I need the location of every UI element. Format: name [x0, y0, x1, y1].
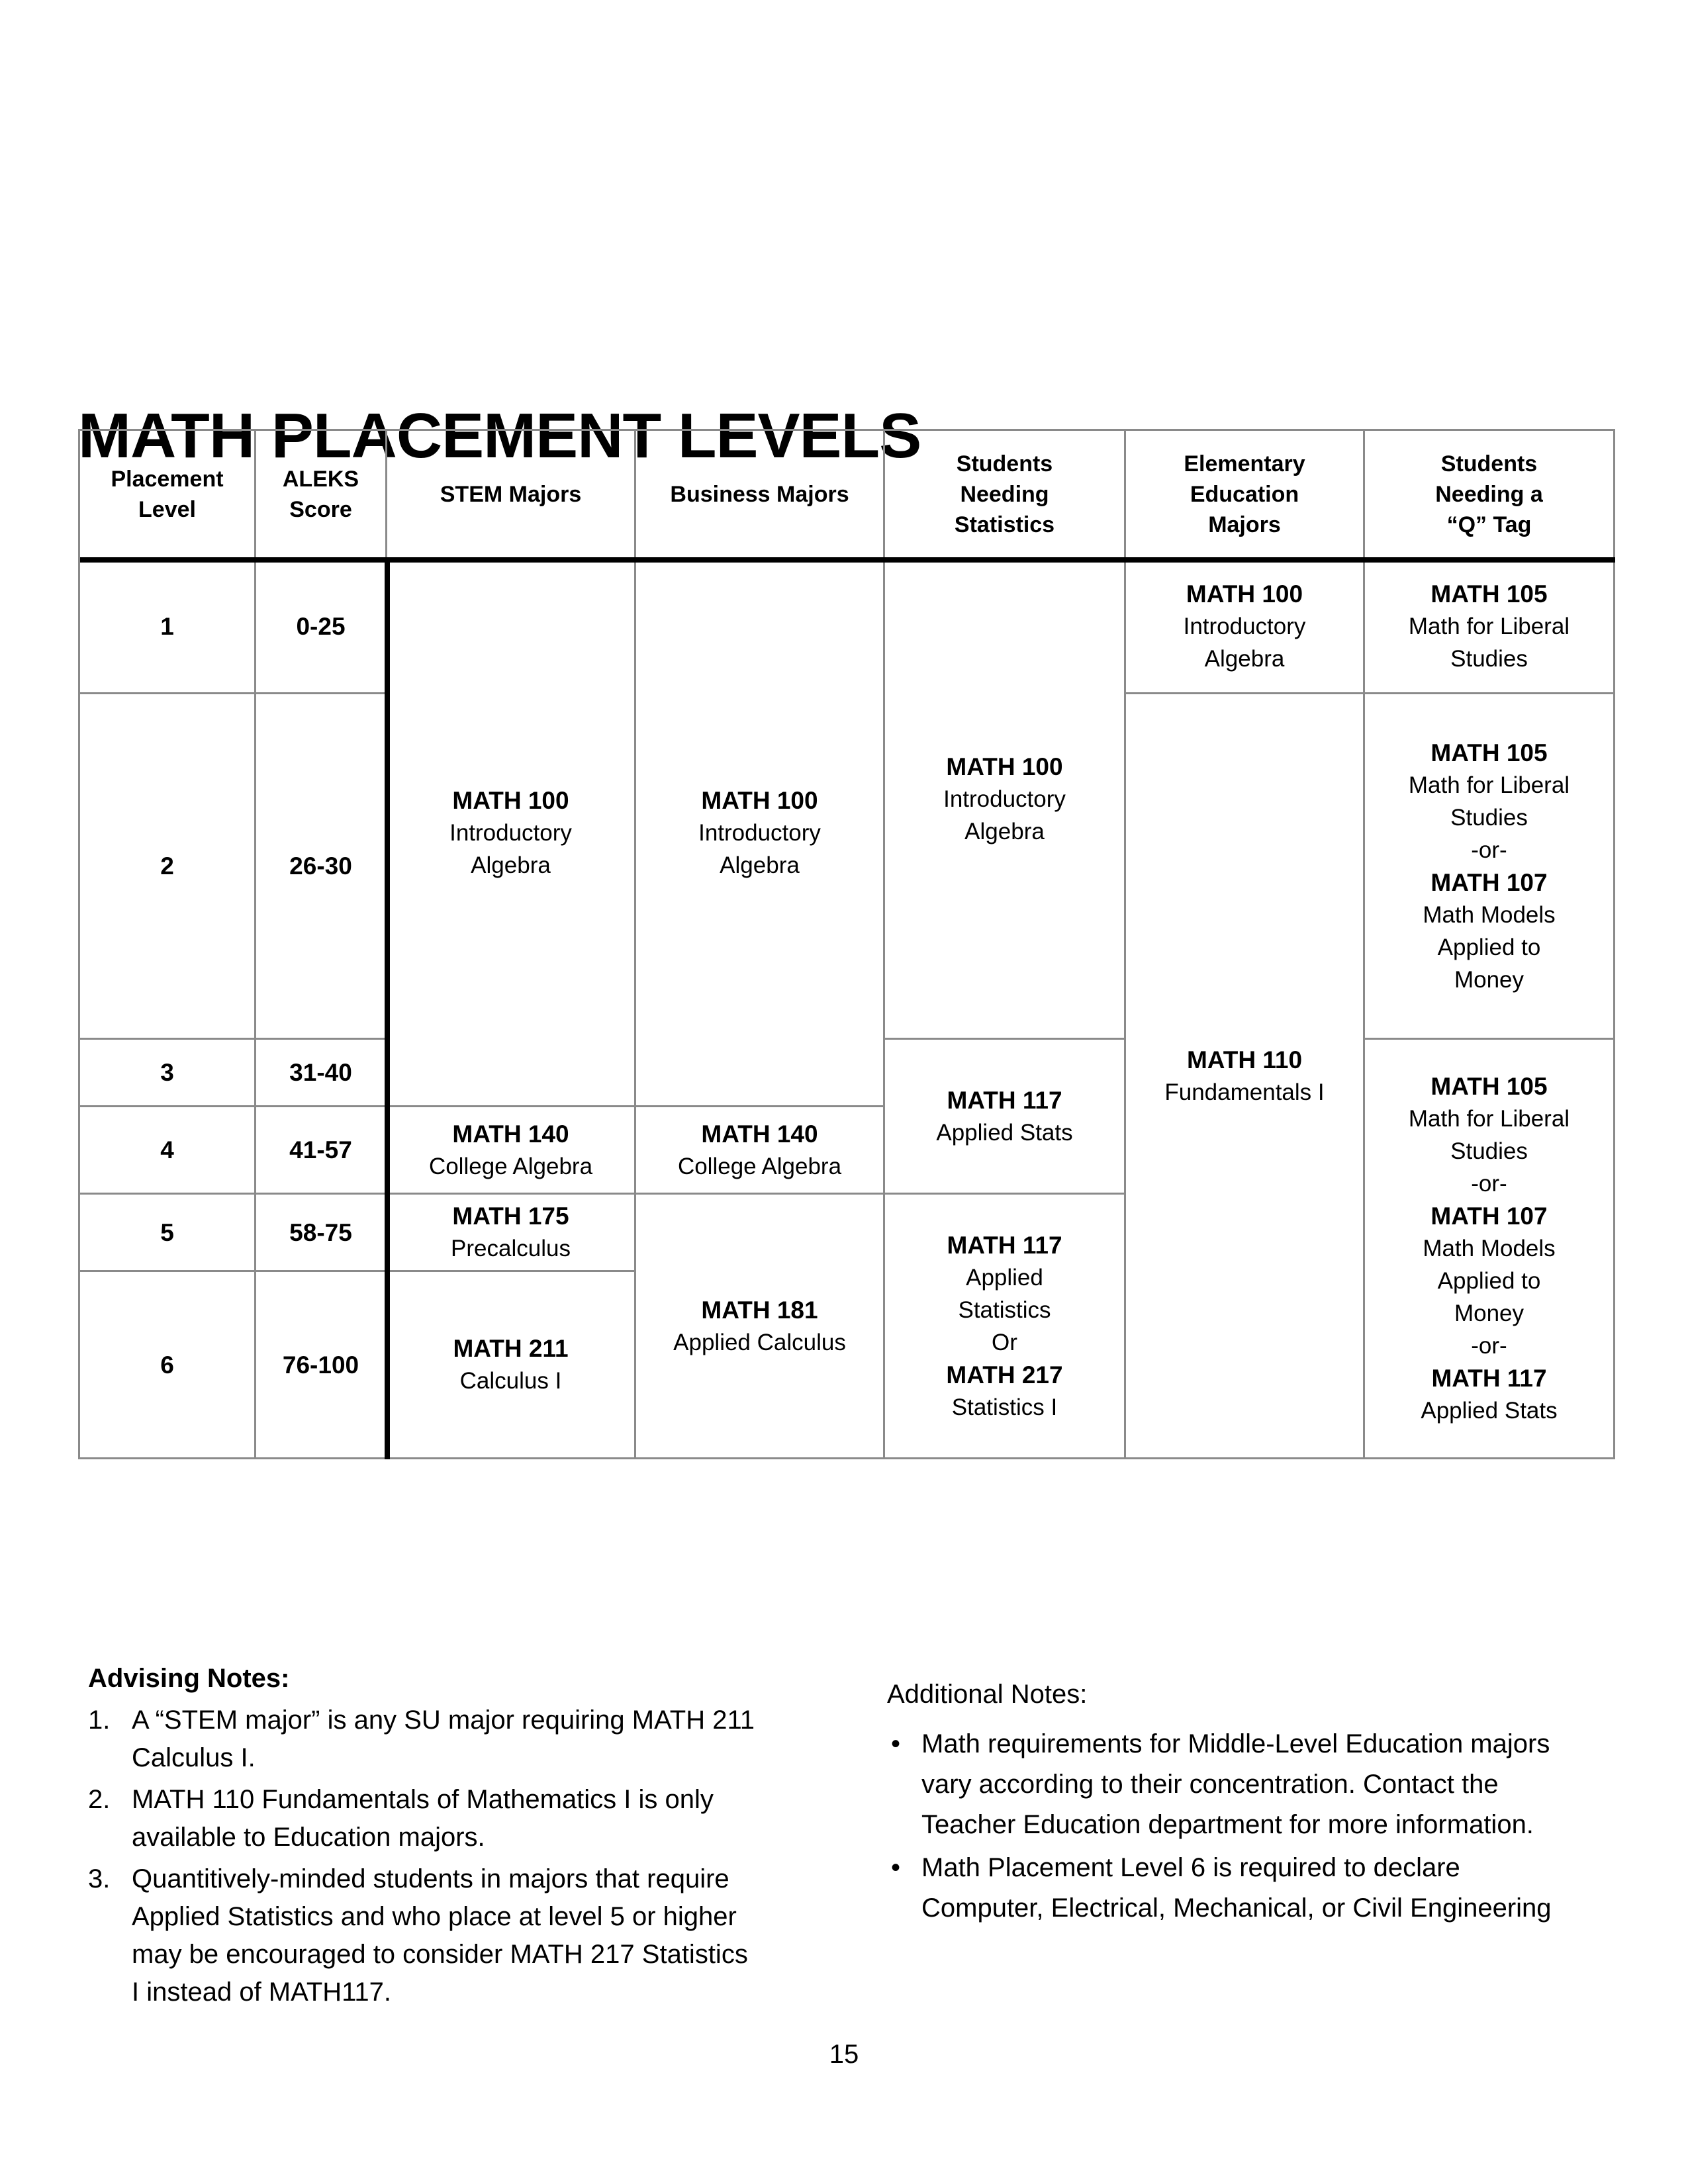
cell-elemed-levels-2-6: MATH 110 Fundamentals I: [1126, 694, 1365, 1459]
aleks-stem-divider-line: [385, 560, 390, 1459]
header-business-majors: Business Majors: [636, 431, 885, 560]
advising-note-3-number: 3.: [88, 1864, 111, 1893]
cell-level-3: 3: [80, 1040, 256, 1107]
cell-stem-level-6: MATH 211 Calculus I: [387, 1272, 636, 1459]
bullet-icon: •: [891, 1729, 901, 1758]
advising-note-1-number: 1.: [88, 1706, 111, 1735]
cell-business-level-4: MATH 140 College Algebra: [636, 1107, 885, 1195]
advising-note-2-text: MATH 110 Fundamentals of Mathematics I is only available to Education majors.: [132, 1785, 714, 1852]
cell-qtag-level-2: MATH 105 Math for Liberal Studies -or- MATH 107 Math Models Applied to Money: [1365, 694, 1615, 1040]
additional-notes-heading: Additional Notes:: [887, 1680, 1088, 1709]
cell-qtag-levels-3-6: MATH 105 Math for Liberal Studies -or- MATH 107 Math Models Applied to Money -or- MATH 117 Applied Stats: [1365, 1040, 1615, 1459]
page-title: MATH PLACEMENT LEVELS: [78, 400, 921, 472]
cell-stats-levels-1-2: MATH 100 Introductory Algebra: [885, 560, 1126, 1040]
cell-score-5: 58-75: [256, 1195, 387, 1272]
bullet-icon: •: [891, 1853, 901, 1882]
advising-note-1: [88, 1702, 757, 1777]
additional-notes: [887, 1674, 1562, 1929]
cell-business-levels-1-3: MATH 100 Introductory Algebra: [636, 560, 885, 1107]
cell-stem-level-5: MATH 175 Precalculus: [387, 1195, 636, 1272]
header-placement-level: Placement Level: [80, 431, 256, 560]
header-elementary-education-majors: Elementary Education Majors: [1126, 431, 1365, 560]
advising-note-2: [88, 1781, 757, 1856]
cell-stem-levels-1-3: MATH 100 Introductory Algebra: [387, 560, 636, 1107]
cell-stats-levels-5-6: MATH 117 Applied Statistics Or MATH 217 Statistics I: [885, 1195, 1126, 1459]
advising-note-2-number: 2.: [88, 1785, 111, 1814]
additional-note-1: [887, 1724, 1562, 1845]
cell-level-5: 5: [80, 1195, 256, 1272]
header-students-needing-statistics: Students Needing Statistics: [885, 431, 1126, 560]
cell-level-4: 4: [80, 1107, 256, 1195]
cell-level-2: 2: [80, 694, 256, 1040]
cell-elemed-level-1: MATH 100 Introductory Algebra: [1126, 560, 1365, 694]
advising-notes: [88, 1660, 757, 2011]
header-aleks-score: ALEKS Score: [256, 431, 387, 560]
cell-business-levels-5-6: MATH 181 Applied Calculus: [636, 1195, 885, 1459]
cell-stats-levels-3-4: MATH 117 Applied Stats: [885, 1040, 1126, 1195]
header-divider-line: [80, 557, 1615, 563]
advising-note-3: [88, 1860, 757, 2011]
cell-score-1: 0-25: [256, 560, 387, 694]
cell-score-3: 31-40: [256, 1040, 387, 1107]
additional-note-2: [887, 1848, 1562, 1929]
cell-level-6: 6: [80, 1272, 256, 1459]
cell-score-6: 76-100: [256, 1272, 387, 1459]
cell-level-1: 1: [80, 560, 256, 694]
header-students-needing-q-tag: Students Needing a “Q” Tag: [1365, 431, 1615, 560]
additional-note-2-text: Math Placement Level 6 is required to declare Computer, Electrical, Mechanical, or Civil Engineering: [921, 1853, 1552, 1923]
math-placement-table: [78, 429, 1615, 1459]
header-stem-majors: STEM Majors: [387, 431, 636, 560]
advising-note-3-text: Quantitively-minded students in majors that require Applied Statistics and who place at level 5 or higher may be encouraged to consider MATH 217 Statistics I instead of MATH117.: [132, 1864, 748, 2007]
additional-note-1-text: Math requirements for Middle-Level Education majors vary according to their concentration. Contact the Teacher Education department for more information.: [921, 1729, 1550, 1839]
cell-qtag-level-1: MATH 105 Math for Liberal Studies: [1365, 560, 1615, 694]
cell-score-4: 41-57: [256, 1107, 387, 1195]
advising-notes-heading: Advising Notes:: [88, 1664, 290, 1693]
cell-stem-level-4: MATH 140 College Algebra: [387, 1107, 636, 1195]
advising-note-1-text: A “STEM major” is any SU major requiring MATH 211 Calculus I.: [132, 1706, 755, 1772]
cell-score-2: 26-30: [256, 694, 387, 1040]
page-number: 15: [829, 2040, 859, 2069]
